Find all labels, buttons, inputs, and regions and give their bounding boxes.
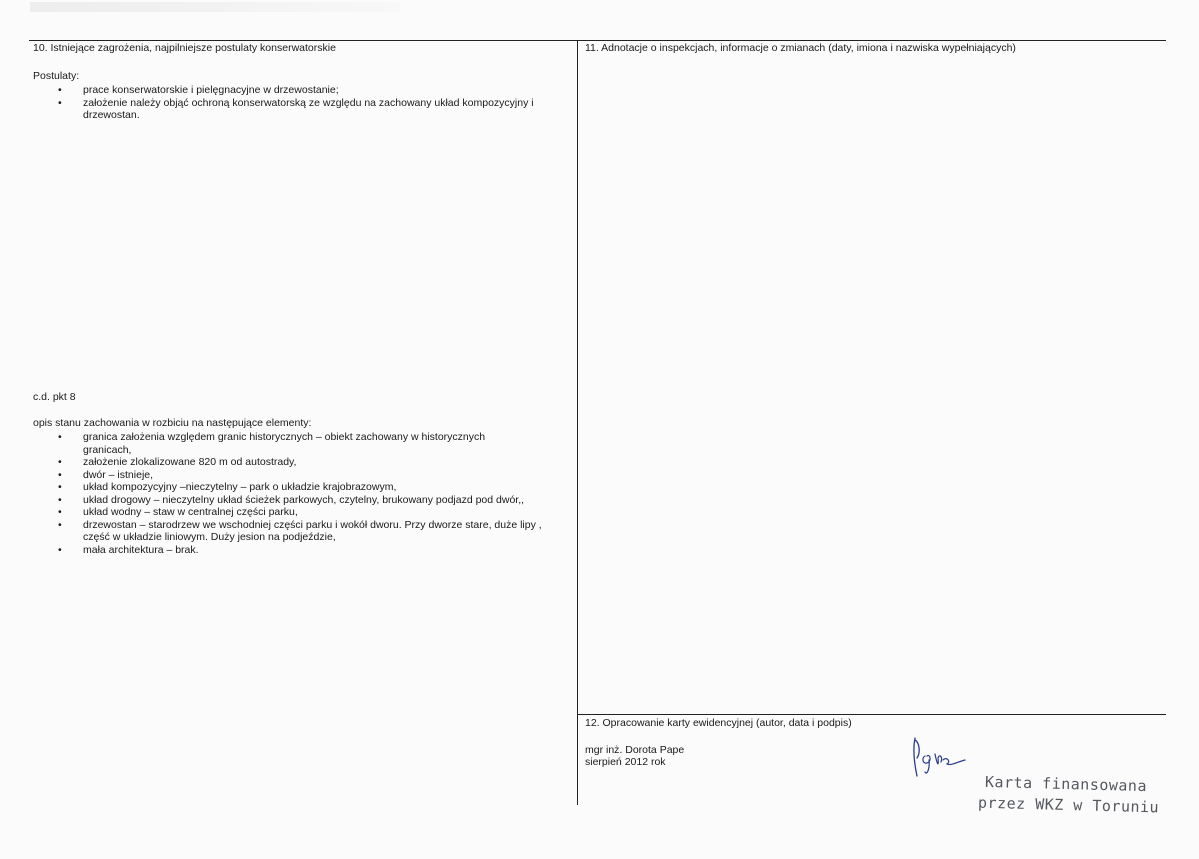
author-date: sierpień 2012 rok [585, 756, 666, 768]
list-item: • układ kompozycyjny –nieczytelny – park o układzie krajobrazowym, [58, 481, 568, 494]
condition-list [58, 431, 568, 556]
list-item: • mała architektura – brak. [58, 544, 568, 557]
section-11-header: 11. Adnotacje o inspekcjach, informacje o zmianach (daty, imiona i nazwiska wypełniających) [585, 42, 1016, 54]
funding-stamp-line-1: Karta finansowana [984, 772, 1148, 796]
section-12-header: 12. Opracowanie karty ewidencyjnej (autor, data i podpis) [585, 717, 852, 729]
postulates-list [58, 84, 568, 122]
list-item: • granica założenia względem granic historycznych – obiekt zachowany w historycznych granicach, [58, 431, 568, 456]
postulates-label: Postulaty: [33, 70, 80, 82]
list-item: • prace konserwatorskie i pielęgnacyjne w drzewostanie; [58, 84, 568, 97]
list-item: • założenie należy objąć ochroną konserwatorską ze względu na zachowany układ kompozycyjny i drzewostan. [58, 97, 568, 122]
section-12-border [577, 714, 1166, 715]
continuation-label: c.d. pkt 8 [33, 391, 76, 403]
list-item: • układ wodny – staw w centralnej części parku, [58, 506, 568, 519]
signature-icon [905, 732, 975, 782]
funding-stamp-line-2: przez WKZ w Toruniu [977, 793, 1160, 817]
list-item: • dwór – istnieje, [58, 469, 568, 482]
author-name: mgr inż. Dorota Pape [585, 744, 685, 756]
list-item: • drzewostan – starodrzew we wschodniej części parku i wokół dworu. Przy dworze stare, duże lipy , część w układzie liniowym. Duży jesion na podjeździe, [58, 519, 568, 544]
section-10-header: 10. Istniejące zagrożenia, najpilniejsze postulaty konserwatorskie [33, 42, 336, 54]
column-divider [577, 40, 578, 805]
top-border [29, 40, 1166, 41]
scan-artifact [30, 2, 400, 12]
condition-intro: opis stanu zachowania w rozbiciu na następujące elementy: [33, 417, 312, 429]
list-item: • układ drogowy – nieczytelny układ ścieżek parkowych, czytelny, brukowany podjazd pod dwór,, [58, 494, 568, 507]
list-item: • założenie zlokalizowane 820 m od autostrady, [58, 456, 568, 469]
